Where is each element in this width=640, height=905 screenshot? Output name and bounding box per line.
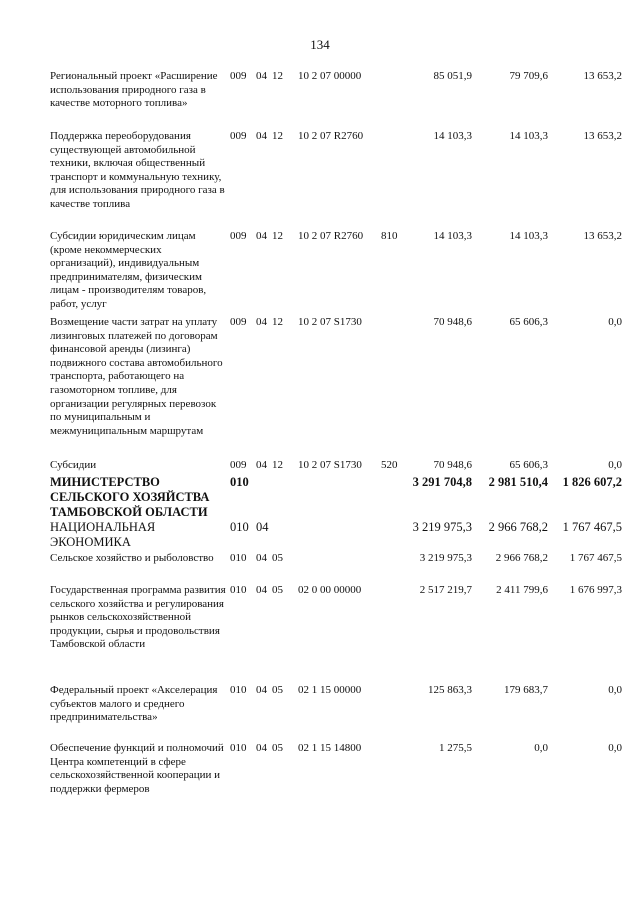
row-value-3: 0,0 xyxy=(608,316,622,328)
row-admin-code: 009 xyxy=(230,316,247,328)
row-admin-code: 009 xyxy=(230,130,247,142)
row-value-2: 79 709,6 xyxy=(509,70,548,82)
row-section: 04 xyxy=(256,130,267,142)
row-section: 04 xyxy=(256,552,267,564)
row-value-1: 2 517 219,7 xyxy=(419,584,472,596)
row-name: Государственная программа развития сельского хозяйства и регулирования рынков сельскохозяйственной продукции, сырья и продовольствия Тамбовской области xyxy=(50,584,226,651)
row-target-article: 10 2 07 R2760 xyxy=(298,130,364,142)
row-value-1: 14 103,3 xyxy=(433,130,472,142)
row-target-article: 10 2 07 R2760 xyxy=(298,230,364,242)
row-subsection: 12 xyxy=(272,459,283,471)
row-value-3: 1 826 607,2 xyxy=(562,475,622,489)
row-value-1: 85 051,9 xyxy=(433,70,472,82)
row-value-3: 13 653,2 xyxy=(583,70,622,82)
row-value-1: 3 219 975,3 xyxy=(412,520,472,534)
row-value-2: 65 606,3 xyxy=(509,316,548,328)
row-value-3: 13 653,2 xyxy=(583,230,622,242)
row-value-3: 0,0 xyxy=(608,459,622,471)
row-target-article: 02 1 15 14800 xyxy=(298,742,362,754)
row-subsection: 12 xyxy=(272,316,283,328)
row-value-1: 14 103,3 xyxy=(433,230,472,242)
row-subsection: 05 xyxy=(272,742,283,754)
row-value-1: 125 863,3 xyxy=(428,684,472,696)
row-subsection: 05 xyxy=(272,584,283,596)
row-name: Сельское хозяйство и рыболовство xyxy=(50,552,214,564)
row-name: МИНИСТЕРСТВО СЕЛЬСКОГО ХОЗЯЙСТВА ТАМБОВСКОЙ ОБЛАСТИ xyxy=(50,475,210,519)
row-subsection: 12 xyxy=(272,130,283,142)
row-admin-code: 010 xyxy=(230,742,247,754)
row-value-2: 14 103,3 xyxy=(509,230,548,242)
row-expense-type: 810 xyxy=(381,230,398,242)
row-admin-code: 010 xyxy=(230,520,249,534)
row-value-3: 1 676 997,3 xyxy=(569,584,622,596)
row-value-1: 70 948,6 xyxy=(433,459,472,471)
row-section: 04 xyxy=(256,684,267,696)
row-admin-code: 010 xyxy=(230,684,247,696)
row-name: Региональный проект «Расширение использования природного газа в качестве моторного топлива» xyxy=(50,70,218,110)
row-value-2: 65 606,3 xyxy=(509,459,548,471)
row-value-3: 1 767 467,5 xyxy=(569,552,622,564)
row-name: Субсидии xyxy=(50,459,97,471)
row-target-article: 02 1 15 00000 xyxy=(298,684,362,696)
row-admin-code: 009 xyxy=(230,459,247,471)
row-expense-type: 520 xyxy=(381,459,398,471)
row-value-3: 0,0 xyxy=(608,684,622,696)
row-subsection: 12 xyxy=(272,70,283,82)
row-value-2: 0,0 xyxy=(534,742,548,754)
row-section: 04 xyxy=(256,316,267,328)
row-value-2: 2 411 799,6 xyxy=(496,584,548,596)
row-admin-code: 010 xyxy=(230,475,249,489)
row-admin-code: 009 xyxy=(230,70,247,82)
row-value-2: 2 966 768,2 xyxy=(495,552,548,564)
row-admin-code: 010 xyxy=(230,552,247,564)
row-value-1: 1 275,5 xyxy=(439,742,472,754)
row-value-1: 70 948,6 xyxy=(433,316,472,328)
row-value-3: 13 653,2 xyxy=(583,130,622,142)
row-section: 04 xyxy=(256,520,269,534)
row-value-3: 0,0 xyxy=(608,742,622,754)
row-value-1: 3 219 975,3 xyxy=(419,552,472,564)
row-value-2: 2 966 768,2 xyxy=(488,520,548,534)
row-name: Федеральный проект «Акселерация субъектов малого и среднего предпринимательства» xyxy=(50,684,218,724)
row-target-article: 10 2 07 00000 xyxy=(298,70,362,82)
row-value-2: 14 103,3 xyxy=(509,130,548,142)
row-section: 04 xyxy=(256,230,267,242)
row-subsection: 12 xyxy=(272,230,283,242)
row-section: 04 xyxy=(256,742,267,754)
row-name: НАЦИОНАЛЬНАЯ ЭКОНОМИКА xyxy=(50,520,156,549)
row-name: Субсидии юридическим лицам (кроме некоммерческих организаций), индивидуальным предпринимателям, физическим лицам - производителям товаров, работ, услуг xyxy=(50,230,207,310)
row-admin-code: 009 xyxy=(230,230,247,242)
row-name: Обеспечение функций и полномочий Центра компетенций в сфере сельскохозяйственной кооперации и поддержки фермеров xyxy=(50,742,224,795)
row-name: Возмещение части затрат на уплату лизинговых платежей по договорам финансовой аренды (лизинга) подвижного состава автомобильного транспорта, работающего на газомоторном топливе, для организации регулярных перевозок по муниципальным и межмуниципальным маршрутам xyxy=(50,316,223,437)
row-section: 04 xyxy=(256,459,267,471)
row-target-article: 10 2 07 S1730 xyxy=(298,459,362,471)
row-section: 04 xyxy=(256,70,267,82)
row-subsection: 05 xyxy=(272,684,283,696)
row-section: 04 xyxy=(256,584,267,596)
row-target-article: 10 2 07 S1730 xyxy=(298,316,362,328)
row-value-3: 1 767 467,5 xyxy=(562,520,622,534)
page-number: 134 xyxy=(310,37,330,52)
row-value-1: 3 291 704,8 xyxy=(412,475,472,489)
row-subsection: 05 xyxy=(272,552,283,564)
row-target-article: 02 0 00 00000 xyxy=(298,584,362,596)
row-value-2: 2 981 510,4 xyxy=(488,475,548,489)
row-name: Поддержка переоборудования существующей автомобильной техники, включая общественный транспорт и коммунальную технику, для использования природного газа в качестве топлива xyxy=(50,130,225,210)
row-value-2: 179 683,7 xyxy=(504,684,548,696)
row-admin-code: 010 xyxy=(230,584,247,596)
